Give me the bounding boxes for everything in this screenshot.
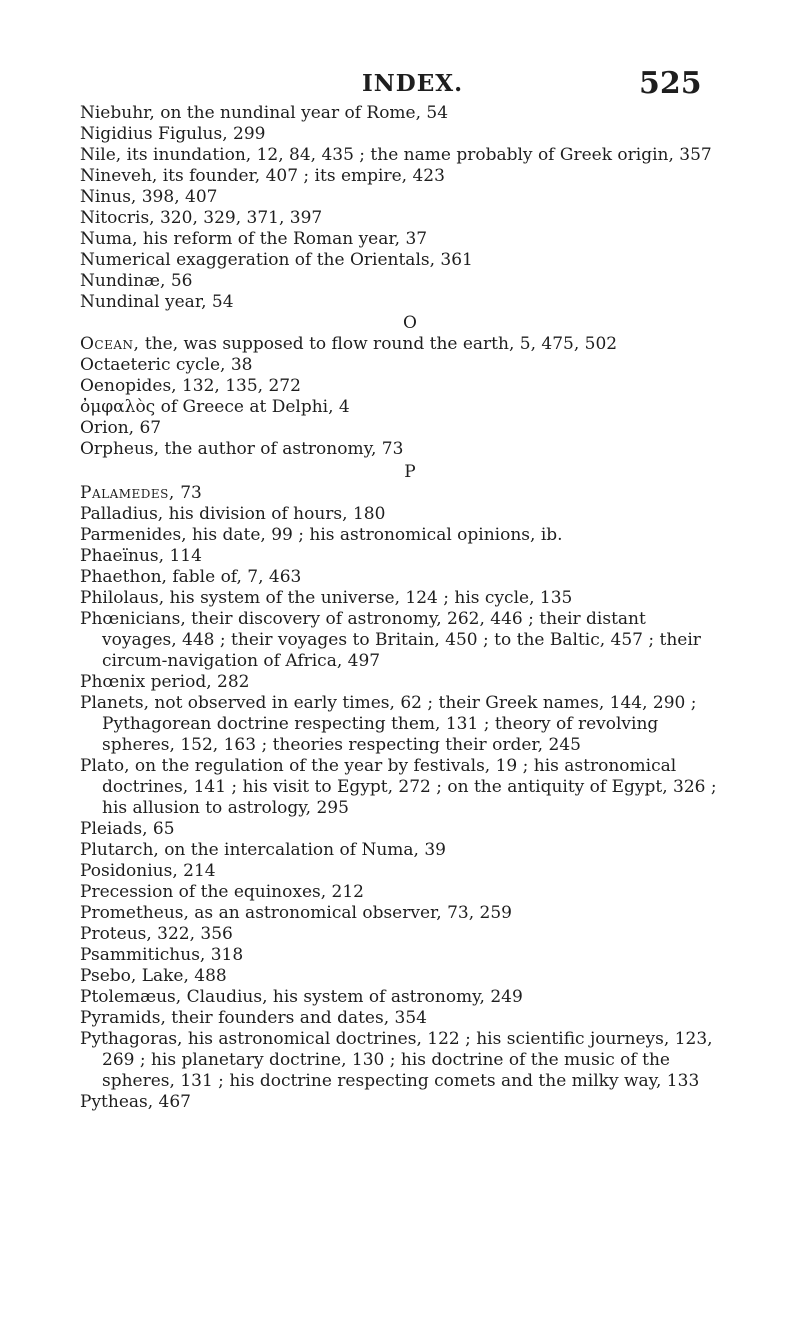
index-entry-numa: Numa, his reform of the Roman year, 37	[80, 229, 428, 249]
index-entry-planets: Planets, not observed in early times, 62 ; their Greek names, 144, 290 ; Pythagorean doctrine respecting them, 131 ; theory of revolving spheres, 152, 163 ; theories respecting their order, 245	[80, 693, 697, 755]
index-entry-plutarch: Plutarch, on the intercalation of Numa, 39	[80, 840, 446, 860]
entry-head-ocean: Ocean,	[80, 334, 140, 354]
index-entries	[80, 103, 720, 1113]
page-number: 525	[639, 66, 702, 101]
index-entry-phaeinus: Phaeïnus, 114	[80, 546, 202, 566]
index-entry-ptolemaeus: Ptolemæus, Claudius, his system of astronomy, 249	[80, 987, 523, 1007]
index-entry-plato: Plato, on the regulation of the year by festivals, 19 ; his astronomical doctrines, 141 ; his visit to Egypt, 272 ; on the antiquity of Egypt, 326 ; his allusion to astrology, 295	[80, 756, 717, 818]
index-entry-proteus: Proteus, 322, 356	[80, 924, 233, 944]
index-entry-orpheus: Orpheus, the author of astronomy, 73	[80, 439, 404, 459]
index-entry-precession: Precession of the equinoxes, 212	[80, 882, 364, 902]
index-entry-orion: Orion, 67	[80, 418, 162, 438]
index-entry-nitocris: Nitocris, 320, 329, 371, 397	[80, 208, 323, 228]
section-letter-p: P	[404, 462, 416, 482]
index-entry-psammitichus: Psammitichus, 318	[80, 945, 244, 965]
index-entry-pleiads: Pleiads, 65	[80, 819, 175, 839]
index-entry-oenopides: Oenopides, 132, 135, 272	[80, 376, 301, 396]
index-entry-phaethon: Phaethon, fable of, 7, 463	[80, 567, 302, 587]
index-entry-palladius: Palladius, his division of hours, 180	[80, 504, 386, 524]
index-entry-omphalos: ὀμφαλὸς of Greece at Delphi, 4	[80, 397, 350, 417]
entry-head-palamedes: Palamedes,	[80, 483, 175, 503]
entry-rest-palamedes: 73	[174, 483, 202, 503]
index-entry-nile: Nile, its inundation, 12, 84, 435 ; the name probably of Greek origin, 357	[80, 145, 712, 165]
index-entry-parmenides: Parmenides, his date, 99 ; his astronomical opinions, ib.	[80, 525, 563, 545]
entry-rest-ocean: the, was supposed to flow round the earth, 5, 475, 502	[139, 334, 618, 354]
index-entry-phoenicians: Phœnicians, their discovery of astronomy, 262, 446 ; their distant voyages, 448 ; their voyages to Britain, 450 ; to the Baltic, 457 ; their circum-navigation of Africa, 497	[80, 609, 701, 671]
index-entry-palamedes	[80, 483, 720, 504]
index-entry-pyramids: Pyramids, their founders and dates, 354	[80, 1008, 427, 1028]
index-entry-nundinal-year: Nundinal year, 54	[80, 292, 234, 312]
index-entry-psebo: Psebo, Lake, 488	[80, 966, 227, 986]
index-entry-nigidius: Nigidius Figulus, 299	[80, 124, 266, 144]
index-entry-pythagoras: Pythagoras, his astronomical doctrines, 122 ; his scientific journeys, 123, 269 ; his planetary doctrine, 130 ; his doctrine of the music of the spheres, 131 ; his doctrine respecting comets and the milky way, 133	[80, 1029, 713, 1091]
index-entry-pytheas: Pytheas, 467	[80, 1092, 191, 1112]
index-entry-numerical: Numerical exaggeration of the Orientals, 361	[80, 250, 473, 270]
index-entry-nundinae: Nundinæ, 56	[80, 271, 193, 291]
index-entry-philolaus: Philolaus, his system of the universe, 124 ; his cycle, 135	[80, 588, 573, 608]
index-entry-nineveh: Nineveh, its founder, 407 ; its empire, 423	[80, 166, 445, 186]
section-letter-o: O	[403, 313, 417, 333]
running-head: INDEX.	[362, 70, 464, 97]
index-entry-octaeteric: Octaeteric cycle, 38	[80, 355, 253, 375]
index-entry-posidonius: Posidonius, 214	[80, 861, 216, 881]
index-entry-prometheus: Prometheus, as an astronomical observer, 73, 259	[80, 903, 512, 923]
index-entry-phoenix-period: Phœnix period, 282	[80, 672, 250, 692]
index-entry-ninus: Ninus, 398, 407	[80, 187, 218, 207]
index-entry-ocean	[80, 334, 720, 355]
index-entry-niebuhr: Niebuhr, on the nundinal year of Rome, 54	[80, 103, 449, 123]
